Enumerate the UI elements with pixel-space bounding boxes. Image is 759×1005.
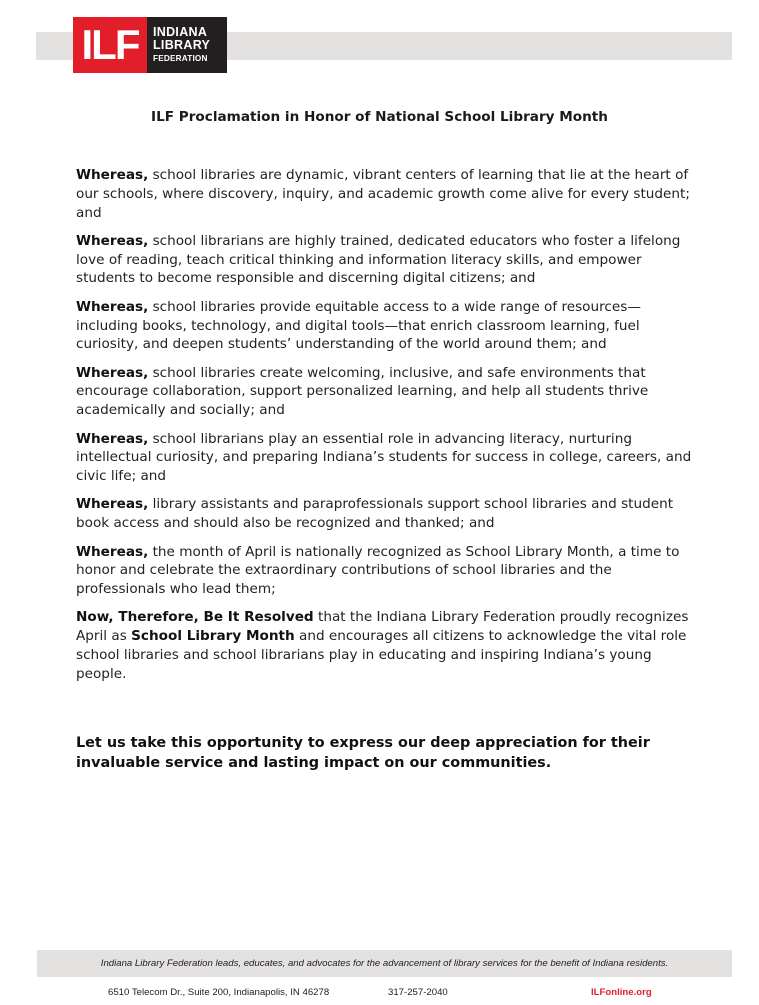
paragraph-lead: Whereas, — [76, 232, 149, 249]
logo-line-3: FEDERATION — [153, 53, 208, 63]
resolution-paragraph — [76, 608, 696, 683]
contact-line — [0, 987, 759, 1001]
logo-wordmark — [147, 17, 227, 73]
footer-band — [37, 950, 732, 977]
closing-statement: Let us take this opportunity to express our deep appreciation for their invaluable service and lasting impact on our communities. — [76, 735, 650, 771]
whereas-paragraph-7 — [76, 543, 696, 599]
paragraph-lead: Whereas, — [76, 364, 149, 381]
logo-line-1: INDIANA — [153, 24, 208, 39]
ilf-logo — [73, 17, 227, 73]
resolution-text-before: that the Indiana Library Federation proudly recognizes April as — [76, 609, 689, 645]
footer-phone: 317-257-2040 — [388, 987, 448, 998]
resolution-lead: Now, Therefore, Be It Resolved — [76, 609, 314, 626]
paragraph-text: school libraries provide equitable access to a wide range of resources—including books, technology, and digital tools—that enrich classroom learning, fuel curiosity, and deepen students’ understanding of the world around them; and — [76, 298, 641, 353]
paragraph-text: school libraries are dynamic, vibrant centers of learning that lie at the heart of our schools, where discovery, inquiry, and academic growth come alive for every student; and — [76, 167, 690, 221]
paragraph-text: library assistants and paraprofessionals support school libraries and student book access and should also be recognized and thanked; and — [76, 496, 674, 532]
paragraph-lead: Whereas, — [76, 167, 149, 183]
proclamation-body — [76, 166, 696, 693]
whereas-paragraph-4 — [76, 364, 696, 420]
paragraph-lead: Whereas, — [76, 543, 149, 560]
footer-website-link[interactable]: ILFonline.org — [591, 987, 652, 998]
paragraph-lead: Whereas, — [76, 496, 149, 513]
paragraph-lead: Whereas, — [76, 430, 149, 447]
whereas-paragraph-1 — [76, 166, 696, 222]
paragraph-lead: Whereas, — [76, 298, 149, 315]
resolution-emphasis: School Library Month — [131, 628, 295, 645]
paragraph-text: school librarians are highly trained, dedicated educators who foster a lifelong love of reading, teach critical thinking and information literacy skills, and empower students to become responsible and discerning digital citizens; and — [76, 232, 681, 287]
whereas-paragraph-2 — [76, 232, 696, 288]
paragraph-text: school libraries create welcoming, inclusive, and safe environments that encourage collaboration, support personalized learning, and help all students thrive academically and socially; and — [76, 364, 649, 419]
paragraph-text: school librarians play an essential role in advancing literacy, nurturing intellectual curiosity, and preparing Indiana’s students for success in college, careers, and civic life; and — [76, 430, 692, 485]
footer-tagline: Indiana Library Federation leads, educates, and advocates for the advancement of library services for the benefit of Indiana residents. — [100, 958, 669, 969]
logo-line-2: LIBRARY — [153, 37, 211, 52]
paragraph-text: the month of April is nationally recognized as School Library Month, a time to honor and celebrate the extraordinary contributions of school libraries and the professionals who lead them; — [76, 543, 680, 598]
footer-address: 6510 Telecom Dr., Suite 200, Indianapolis, IN 46278 — [108, 987, 330, 998]
resolution-text-after: and encourages all citizens to acknowledge the vital role school libraries and school librarians play in educating and inspiring Indiana’s young people. — [76, 628, 687, 682]
whereas-paragraph-3 — [76, 298, 696, 354]
whereas-paragraph-6 — [76, 495, 696, 533]
logo-mark: ILF — [73, 17, 147, 73]
document-title: ILF Proclamation in Honor of National School Library Month — [151, 109, 608, 125]
whereas-paragraph-5 — [76, 430, 696, 486]
